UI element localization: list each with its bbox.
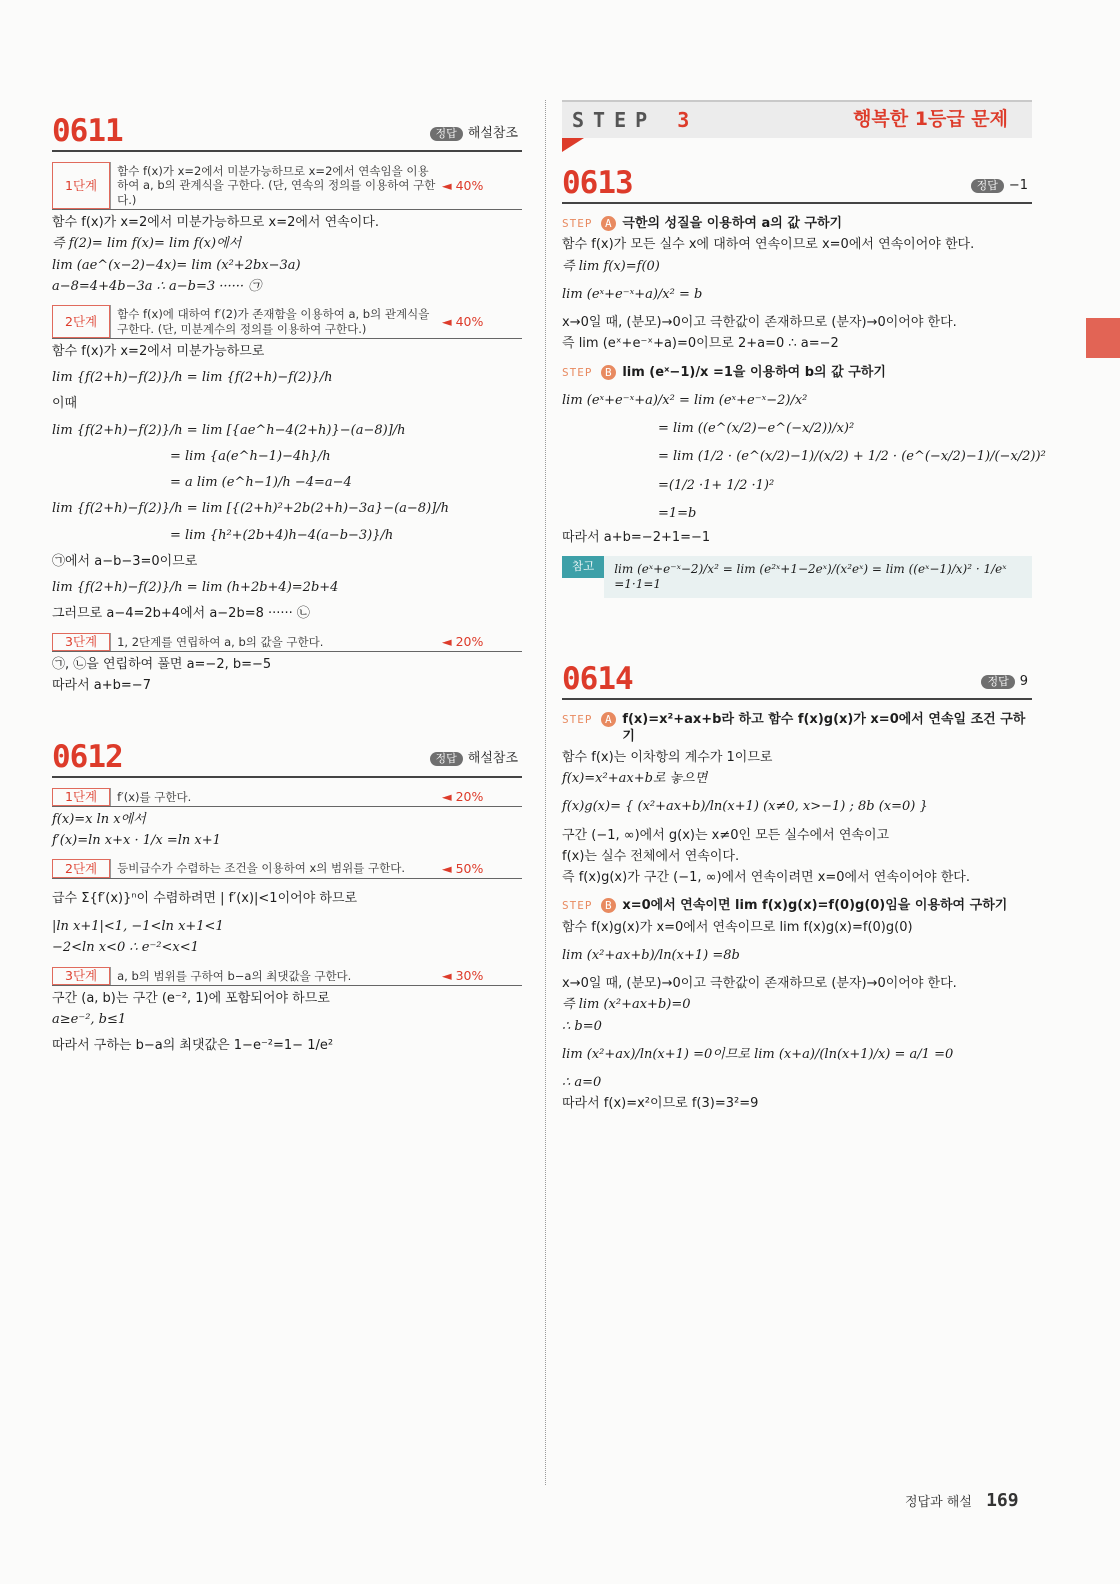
step-label: 3단계	[52, 633, 110, 651]
problem-header	[52, 738, 522, 778]
solution-line: |ln x+1|<1, −1<ln x+1<1	[52, 919, 224, 934]
step-box-2	[52, 305, 522, 339]
sub-step-label: STEP B	[562, 365, 616, 381]
page-footer	[905, 1490, 1019, 1511]
step-box-3	[52, 633, 522, 652]
solution-line: 이때	[52, 396, 78, 412]
solution-line: 즉 lim (eˣ+e⁻ˣ+a)=0이므로 2+a=0 ∴ a=−2	[562, 336, 839, 352]
solution-line: lim {f(2+h)−f(2)}/h = lim {f(2+h)−f(2)}/h	[52, 370, 333, 386]
solution-line: f(x)=x ln x에서	[52, 811, 146, 827]
sub-step-label: STEP B	[562, 898, 616, 914]
solution-line: 따라서 f(x)=x²이므로 f(3)=3²=9	[562, 1096, 759, 1112]
answer-value: 해설참조	[467, 751, 518, 767]
solution-line: x→0일 때, (분모)→0이고 극한값이 존재하므로 (분자)→0이어야 한다.	[562, 315, 957, 330]
sub-step-title: x=0에서 연속이면 lim f(x)g(x)=f(0)g(0)임을 이용하여 구하기	[622, 898, 1008, 914]
step-text: 함수 f(x)에 대하여 f′(2)가 존재함을 이용하여 a, b의 관계식을 구한다. (단, 미분계수의 정의를 이용하여 구한다.)	[110, 305, 442, 338]
solution-line: lim (ae^(x−2)−4x)= lim (x²+2bx−3a)	[52, 257, 301, 273]
sub-step-title: f(x)=x²+ax+b라 하고 함수 f(x)g(x)가 x=0에서 연속일 조건 구하기	[622, 712, 1026, 744]
sub-step-label: STEP A	[562, 216, 616, 232]
step-label: 1단계	[52, 162, 110, 209]
solution-line: lim (x²+ax+b)/ln(x+1) =8b	[562, 947, 740, 963]
solution-line: 급수 Σ{f′(x)}ⁿ이 수렴하려면 | f′(x)|<1이어야 하므로	[52, 890, 358, 906]
step-percent: ◄ 40%	[442, 177, 484, 193]
step3-label: STEP 3	[572, 108, 699, 132]
solution-line: a−8=4+4b−3a ∴ a−b=3 ······ ㉠	[52, 278, 262, 294]
sub-step-b	[562, 898, 1032, 914]
sub-step-label: STEP A	[562, 712, 616, 728]
sub-step-title: 극한의 성질을 이용하여 a의 값 구하기	[622, 216, 843, 231]
problem-number: 0611	[52, 113, 123, 149]
footer-label: 정답과 해설	[905, 1495, 972, 1510]
step-label: 3단계	[52, 967, 110, 985]
step-percent: ◄ 30%	[442, 967, 484, 983]
step-label: 1단계	[52, 788, 110, 806]
step-percent: ◄ 40%	[442, 313, 484, 329]
step-box-2	[52, 859, 522, 878]
step-percent: ◄ 50%	[442, 860, 484, 876]
solution-line: 함수 f(x)g(x)가 x=0에서 연속이므로 lim f(x)g(x)=f(0)g(0)	[562, 919, 913, 935]
sub-step-a	[562, 712, 1032, 745]
solution-line: = lim {h²+(2b+4)h−4(a−b−3)}/h	[170, 527, 394, 543]
step-label: 2단계	[52, 305, 110, 338]
solution-line: f(x)g(x)= { (x²+ax+b)/ln(x+1) (x≠0, x>−1) ; 8b (x=0) }	[562, 799, 928, 815]
step-percent: ◄ 20%	[442, 788, 484, 804]
step-text: 함수 f(x)가 x=2에서 미분가능하므로 x=2에서 연속임을 이용하여 a, b의 관계식을 구한다. (단, 연속의 정의를 이용하여 구한다.)	[110, 162, 442, 209]
solution-line: 즉 lim f(x)=f(0)	[562, 258, 660, 274]
solution-line: −2<ln x<0 ∴ e⁻²<x<1	[52, 940, 199, 956]
solution-line: lim (eˣ+e⁻ˣ+a)/x² = b	[562, 286, 703, 302]
solution-line: f(x)는 실수 전체에서 연속이다.	[562, 848, 740, 864]
solution-line: = a lim (e^h−1)/h −4=a−4	[170, 475, 352, 491]
sub-step-b	[562, 365, 1032, 381]
problem-0612	[52, 738, 522, 1055]
solution-line: f′(x)=ln x+x · 1/x =ln x+1	[52, 833, 221, 849]
problem-header	[52, 112, 522, 152]
solution-line: =(1/2 ·1+ 1/2 ·1)²	[658, 477, 775, 493]
solution-line: 구간 (−1, ∞)에서 g(x)는 x≠0인 모든 실수에서 연속이고	[562, 827, 890, 843]
step-text: 등비급수가 수렴하는 조건을 이용하여 x의 범위를 구한다.	[110, 859, 442, 877]
answer-tag: 정답	[430, 127, 463, 141]
solution-line: lim (x²+ax)/ln(x+1) =0이므로 lim (x+a)/(ln(x+1)/x) = a/1 =0	[562, 1046, 954, 1062]
solution-line: =1=b	[658, 505, 697, 521]
solution-line: ∴ a=0	[562, 1075, 602, 1090]
step-text: f′(x)를 구한다.	[110, 788, 442, 806]
solution-line: lim (eˣ+e⁻ˣ+a)/x² = lim (eˣ+e⁻ˣ−2)/x²	[562, 392, 808, 408]
problem-0611	[52, 112, 522, 695]
solution-line: 즉 f(2)= lim f(x)= lim f(x)에서	[52, 236, 242, 252]
answer-tag: 정답	[430, 752, 463, 766]
spacer	[52, 700, 522, 738]
sub-step-title: lim (eˣ−1)/x =1을 이용하여 b의 값 구하기	[622, 364, 886, 380]
solution-line: = lim {a(e^h−1)−4h}/h	[170, 448, 331, 464]
problem-header	[562, 164, 1032, 204]
solution-line: lim {f(2+h)−f(2)}/h = lim [{(2+h)²+2b(2+h)−3a}−(a−8)]/h	[52, 501, 449, 517]
solution-line: 따라서 a+b=−2+1=−1	[562, 530, 711, 545]
solution-line: 구간 (a, b)는 구간 (e⁻², 1)에 포함되어야 하므로	[52, 990, 330, 1006]
problem-number: 0613	[562, 165, 633, 201]
right-column	[562, 100, 1046, 1118]
banner-corner	[562, 138, 584, 152]
step3-title: 행복한 1등급 문제	[853, 108, 1008, 130]
solution-line: lim {f(2+h)−f(2)}/h = lim [{ae^h−4(2+h)}−(a−8)]/h	[52, 422, 406, 438]
sub-step-a	[562, 216, 1032, 232]
solution-line: 즉 lim (x²+ax+b)=0	[562, 997, 691, 1013]
answer-value: 9	[1019, 674, 1028, 689]
solution-line: 함수 f(x)가 x=2에서 미분가능하므로 x=2에서 연속이다.	[52, 215, 379, 231]
step-box-3	[52, 967, 522, 986]
spacer	[562, 598, 1032, 660]
chapter-edge-tab	[1086, 318, 1120, 358]
solution-line: = lim ((e^(x/2)−e^(−x/2))/x)²	[658, 421, 855, 436]
solution-line: lim {f(2+h)−f(2)}/h = lim (h+2b+4)=2b+4	[52, 580, 339, 596]
solution-line: f(x)=x²+ax+b로 놓으면	[562, 771, 708, 786]
solution-line: 함수 f(x)는 이차항의 계수가 1이므로	[562, 749, 773, 765]
answer	[971, 178, 1028, 194]
solution-line: x→0일 때, (분모)→0이고 극한값이 존재하므로 (분자)→0이어야 한다.	[562, 976, 957, 991]
solution-line: 따라서 구하는 b−a의 최댓값은 1−e⁻²=1− 1/e²	[52, 1038, 334, 1054]
left-column	[52, 112, 522, 1065]
step3-banner	[562, 100, 1032, 138]
step-percent: ◄ 20%	[442, 634, 484, 649]
step-box-1	[52, 162, 522, 210]
solution-line: 함수 f(x)가 x=2에서 미분가능하므로	[52, 343, 265, 359]
problem-number: 0614	[562, 661, 633, 698]
solution-line: a≥e⁻², b≤1	[52, 1012, 127, 1028]
badge-a-icon: A	[601, 216, 616, 231]
reference-note	[562, 556, 1032, 598]
solution-line: ㉠에서 a−b−3=0이므로	[52, 553, 198, 569]
answer-value: −1	[1008, 177, 1028, 193]
badge-b-icon: B	[601, 365, 616, 380]
solution-line: = lim (1/2 · (e^(x/2)−1)/(x/2) + 1/2 · (e^(−x/2)−1)/(−x/2))²	[658, 449, 1046, 465]
solution-line: 그러므로 a−4=2b+4에서 a−2b=8 ······ ㉡	[52, 606, 310, 622]
step-text: a, b의 범위를 구하여 b−a의 최댓값을 구한다.	[110, 967, 442, 985]
badge-a-icon: A	[601, 712, 616, 727]
answer-tag: 정답	[981, 675, 1014, 689]
column-divider	[545, 100, 546, 1485]
solution-line: 따라서 a+b=−7	[52, 678, 151, 694]
solution-line: 즉 f(x)g(x)가 구간 (−1, ∞)에서 연속이려면 x=0에서 연속이어야 한다.	[562, 870, 970, 885]
note-text: lim (eˣ+e⁻ˣ−2)/x² = lim (e²ˣ+1−2eˣ)/(x²eˣ) = lim ((eˣ−1)/x)² · 1/eˣ =1·1=1	[604, 556, 1032, 598]
answer-value: 해설참조	[467, 125, 518, 141]
solution-line: 함수 f(x)가 모든 실수 x에 대하여 연속이므로 x=0에서 연속이어야 한다.	[562, 237, 975, 253]
page-number: 169	[986, 1490, 1019, 1511]
badge-b-icon: B	[601, 898, 616, 913]
answer	[430, 751, 519, 767]
answer	[981, 674, 1028, 690]
answer-tag: 정답	[971, 179, 1004, 193]
solution-line: ㉠, ㉡을 연립하여 풀면 a=−2, b=−5	[52, 657, 272, 672]
answer	[430, 126, 519, 142]
step-label: 2단계	[52, 859, 110, 877]
problem-0614	[562, 660, 1032, 1112]
problem-header	[562, 660, 1032, 700]
solution-line: ∴ b=0	[562, 1018, 602, 1034]
step-box-1	[52, 788, 522, 807]
note-label: 참고	[562, 556, 604, 578]
problem-0613	[562, 164, 1046, 598]
step-text: 1, 2단계를 연립하여 a, b의 값을 구한다.	[110, 633, 442, 651]
problem-number: 0612	[52, 738, 123, 775]
